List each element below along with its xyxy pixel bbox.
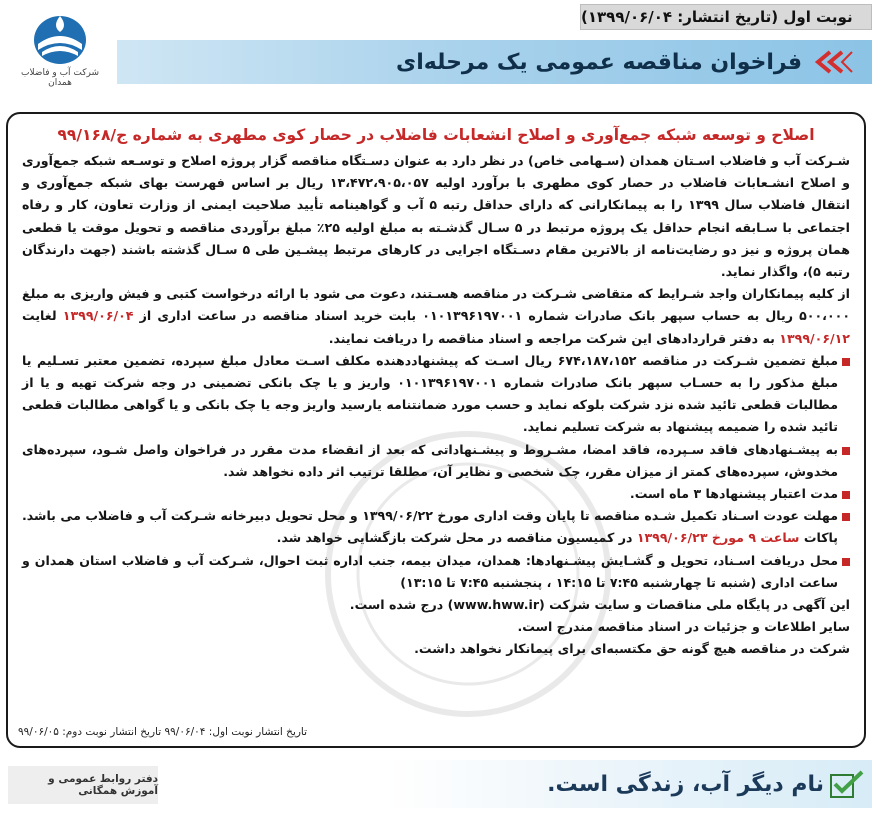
bullet-guarantee-text: مبلغ تضمین شـرکت در مناقصه ۶۷۴،۱۸۷،۱۵۲ ریال اسـت که پیشنهاددهنده مکلف اسـت معادل مبلغ سپرده، تضمین معتبر تسـلیم یا مبلغ مذکور را به حسـاب سپهر بانک صادرات شماره ۰۱۰۱۳۹۶۱۹۷۰۰۱ واریز و یا چک بانکی تضمینی در وجه شرکت تهیه و یا از مطالبات قطعی تائید شده نزد شرکت بلوکه نماید و حسب مورد ضمانتنامه یارسید واریز وجه یا چک بانکی و یا گواهی مطالبات قطعی تائید شده را ضمیمه پیشنهاد به شرکت تسلیم نماید. <box>22 352 838 435</box>
publication-dates: تاریخ انتشار نوبت اول: ۹۹/۰۶/۰۴ تاریخ انتشار نوبت دوم: ۹۹/۰۶/۰۵ <box>18 726 308 738</box>
issue-line <box>580 4 872 30</box>
para2-text-c: به دفتر قراردادهای این شرکت مراجعه و اسناد مناقصه را دریافت نمایند. <box>328 330 775 346</box>
footer-slogan-banner <box>386 760 872 808</box>
water-drop-logo-icon <box>12 10 108 68</box>
bullet-location-text: محل دریافت اسـناد، تحویل و گشـایش پیشـنهادها: همدان، میدان بیمه، جنب اداره ثبت احوال، شـرکت آب و فاضلاب استان همدان و ساعت اداری (شنبه تا چهارشنبه ۷:۴۵ تا ۱۴:۱۵ ، پنجشنبه ۷:۴۵ تا ۱۳:۱۵) <box>22 552 838 590</box>
bullet-square-icon <box>842 513 850 521</box>
footer-slogan: نام دیگر آب، زندگی است. <box>547 771 824 797</box>
bullet-square-icon <box>842 447 850 455</box>
notice-subject: اصلاح و توسعه شبکه جمع‌آوری و اصلاح انشعابات فاضلاب در حصار کوی مطهری به شماره ج/۹۹/۱۶۸ <box>57 126 815 144</box>
bullet-square-icon <box>842 358 850 366</box>
notice-paragraph-1: شـرکت آب و فاضلاب اسـتان همدان (سـهامی خاص) در نظر دارد به عنوان دسـتگاه مناقصه گزار پروژه اصلاح و توسـعه شبکه جمع‌آوری و اصلاح انشـعابات فاضلاب در حصار کوی مطهری با برآورد اولیه ۱۳،۴۷۲،۹۰۵،۰۵۷ ریال بر اساس فهرست بهای شبکه جمع‌آوری و انتقال فاضلاب سال ۱۳۹۹ را به پیمانکارانی که دارای حداقل رتبه ۵ آب و گواهینامه تأیید صلاحیت ایمنی از وزارت تعاون، کار و رفاه اجتماعی با سـابقه انجام حداقل یک پروژه مرتبط در ۵ سـال گذشـته به مبلغ اولیه ۲۵٪ مبلغ برآوردی مناقصه و تحویل موقت یا قطعی همان پروژه و نیز دو رضایت‌نامه از بالاترین مقام دسـتگاه اجرایی در کارهای مرتبط پیشـین طی ۵ سـال گذشته باشند (جهت دارندگان رتبه ۵)، واگذار نماید. <box>22 153 851 280</box>
footer-office-label: دفتر روابط عمومی و آموزش همگانی <box>8 766 158 804</box>
bullet-square-icon <box>842 491 850 499</box>
notice-paragraph-2 <box>22 283 850 350</box>
bullet-guarantee <box>22 350 850 439</box>
para2-text-b: لغایت <box>22 308 57 324</box>
site-line: این آگهی در پایگاه ملی مناقصات و سایت شرکت (www.hww.ir) درج شده است. <box>349 597 850 613</box>
bullet-invalid-bids-text: به پیشـنهادهای فاقد سـپرده، فاقد امضا، مشـروط و پیشـنهاداتی که بعد از انقضاء مدت مقرر در فراخوان واصل شـود، سپرده‌های مخدوش، سپرده‌های کمتر از میزان مقرر، چک شخصی و نظایر آن، مطلقا ترتیب اثر داده نخواهد شد. <box>22 441 838 479</box>
footer <box>0 756 872 812</box>
info-line: سایر اطلاعات و جزئیات در اسناد مناقصه مندرج است. <box>517 619 850 635</box>
page-title: فراخوان مناقصه عمومی یک مرحله‌ای <box>396 49 802 75</box>
notice-box <box>6 112 866 748</box>
bullet-invalid-bids <box>22 439 850 483</box>
rights-line: شرکت در مناقصه هیچ گونه حق مکتسبه‌ای برای پیمانکار نخواهد داشت. <box>414 641 850 657</box>
bullet-deadline <box>22 505 850 549</box>
bullet-deadline-body <box>22 505 838 549</box>
issue-line-text: نوبت اول (تاریخ انتشار: ۱۳۹۹/۰۶/۰۴) <box>581 8 853 26</box>
check-mark-icon <box>830 770 864 798</box>
header <box>0 0 872 104</box>
bullet-deadline-text-a: مهلت عودت اسـناد تکمیل شـده مناقصه تا پایان وقت اداری مورخ ۱۳۹۹/۰۶/۲۲ و محل تحویل دبیرخانه شـرکت آب و فاضلاب می باشد. پاکات <box>22 508 838 546</box>
bullet-validity-text: مدت اعتبار پیشنهادها ۳ ماه است. <box>629 486 838 502</box>
para2-date-from: ۱۳۹۹/۰۶/۰۴ <box>62 308 134 324</box>
bullet-deadline-text-b: در کمیسیون مناقصه در محل شرکت بازگشایی خواهد شد. <box>276 530 633 546</box>
bullet-square-icon <box>842 558 850 566</box>
opening-time: ساعت ۹ مورخ ۱۳۹۹/۰۶/۲۳ <box>636 530 800 546</box>
bullet-location <box>22 550 850 594</box>
para2-text-a: از کلیه پیمانکاران واجد شـرایط که متقاضی شـرکت در مناقصه هسـتند، دعوت می شود با ارائه درخواست کتبی و فیش واریزی به مبلغ ۵۰۰،۰۰۰ ریال به حساب سپهر بانک صادرات شماره ۰۱۰۱۳۹۶۱۹۷۰۰۱ بابت خرید اسناد مناقصه در ساعت اداری از <box>22 286 851 324</box>
chevrons-left-icon <box>810 50 854 74</box>
para2-date-to: ۱۳۹۹/۰۶/۱۲ <box>779 330 850 346</box>
company-logo <box>12 10 108 96</box>
title-banner <box>117 40 872 84</box>
bullet-validity <box>22 483 850 505</box>
logo-text: شرکت آب و فاضلاب همدان <box>20 68 100 88</box>
